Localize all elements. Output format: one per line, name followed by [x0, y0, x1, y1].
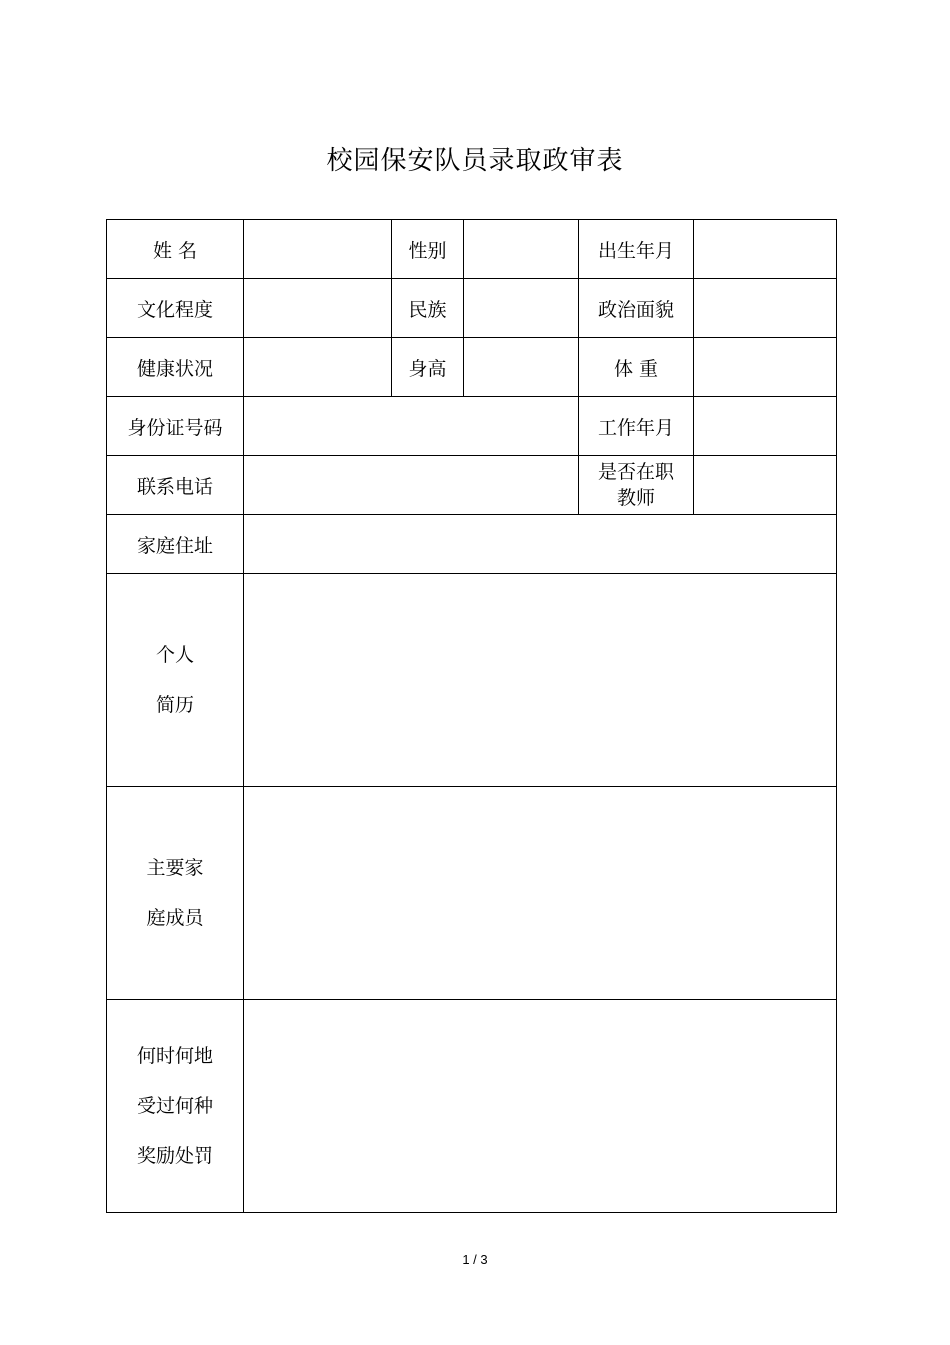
label-id-number: 身份证号码	[107, 397, 244, 456]
label-family-line1: 主要家	[146, 857, 204, 879]
label-health: 健康状况	[107, 338, 244, 397]
field-education[interactable]	[244, 279, 392, 338]
table-row	[107, 787, 837, 1000]
field-birth[interactable]	[694, 220, 837, 279]
table-row	[107, 279, 837, 338]
field-ethnicity[interactable]	[464, 279, 579, 338]
field-height[interactable]	[464, 338, 579, 397]
label-work-start: 工作年月	[579, 397, 694, 456]
label-teacher-line2: 教师	[616, 487, 655, 509]
label-teacher-line1: 是否在职	[597, 461, 674, 483]
field-address[interactable]	[244, 515, 837, 574]
label-birth: 出生年月	[579, 220, 694, 279]
label-resume-line2: 简历	[155, 694, 194, 716]
label-awards-line1: 何时何地	[136, 1045, 213, 1067]
label-ethnicity: 民族	[392, 279, 464, 338]
field-resume[interactable]	[244, 574, 837, 787]
field-teacher[interactable]	[694, 456, 837, 515]
label-family	[107, 787, 244, 1000]
label-height: 身高	[392, 338, 464, 397]
field-weight[interactable]	[694, 338, 837, 397]
table-row	[107, 1000, 837, 1213]
field-political[interactable]	[694, 279, 837, 338]
label-resume-line1: 个人	[155, 644, 194, 666]
label-education: 文化程度	[107, 279, 244, 338]
table-row	[107, 574, 837, 787]
label-teacher	[579, 456, 694, 515]
table-row	[107, 456, 837, 515]
field-name[interactable]	[244, 220, 392, 279]
label-resume	[107, 574, 244, 787]
label-gender: 性别	[392, 220, 464, 279]
page-title: 校园保安队员录取政审表	[326, 146, 624, 176]
review-form-table	[106, 219, 837, 1213]
field-id-number[interactable]	[244, 397, 579, 456]
table-row	[107, 220, 837, 279]
label-address: 家庭住址	[107, 515, 244, 574]
field-awards[interactable]	[244, 1000, 837, 1213]
label-family-line2: 庭成员	[146, 907, 204, 929]
label-phone: 联系电话	[107, 456, 244, 515]
table-row	[107, 397, 837, 456]
label-name: 姓 名	[107, 220, 244, 279]
label-awards-line2: 受过何种	[136, 1095, 213, 1117]
field-work-start[interactable]	[694, 397, 837, 456]
page-number: 1 / 3	[462, 1252, 488, 1267]
field-health[interactable]	[244, 338, 392, 397]
table-row	[107, 515, 837, 574]
label-political: 政治面貌	[579, 279, 694, 338]
label-awards-line3: 奖励处罚	[136, 1145, 213, 1167]
field-phone[interactable]	[244, 456, 579, 515]
table-row	[107, 338, 837, 397]
field-gender[interactable]	[464, 220, 579, 279]
label-awards	[107, 1000, 244, 1213]
field-family[interactable]	[244, 787, 837, 1000]
label-weight: 体 重	[579, 338, 694, 397]
